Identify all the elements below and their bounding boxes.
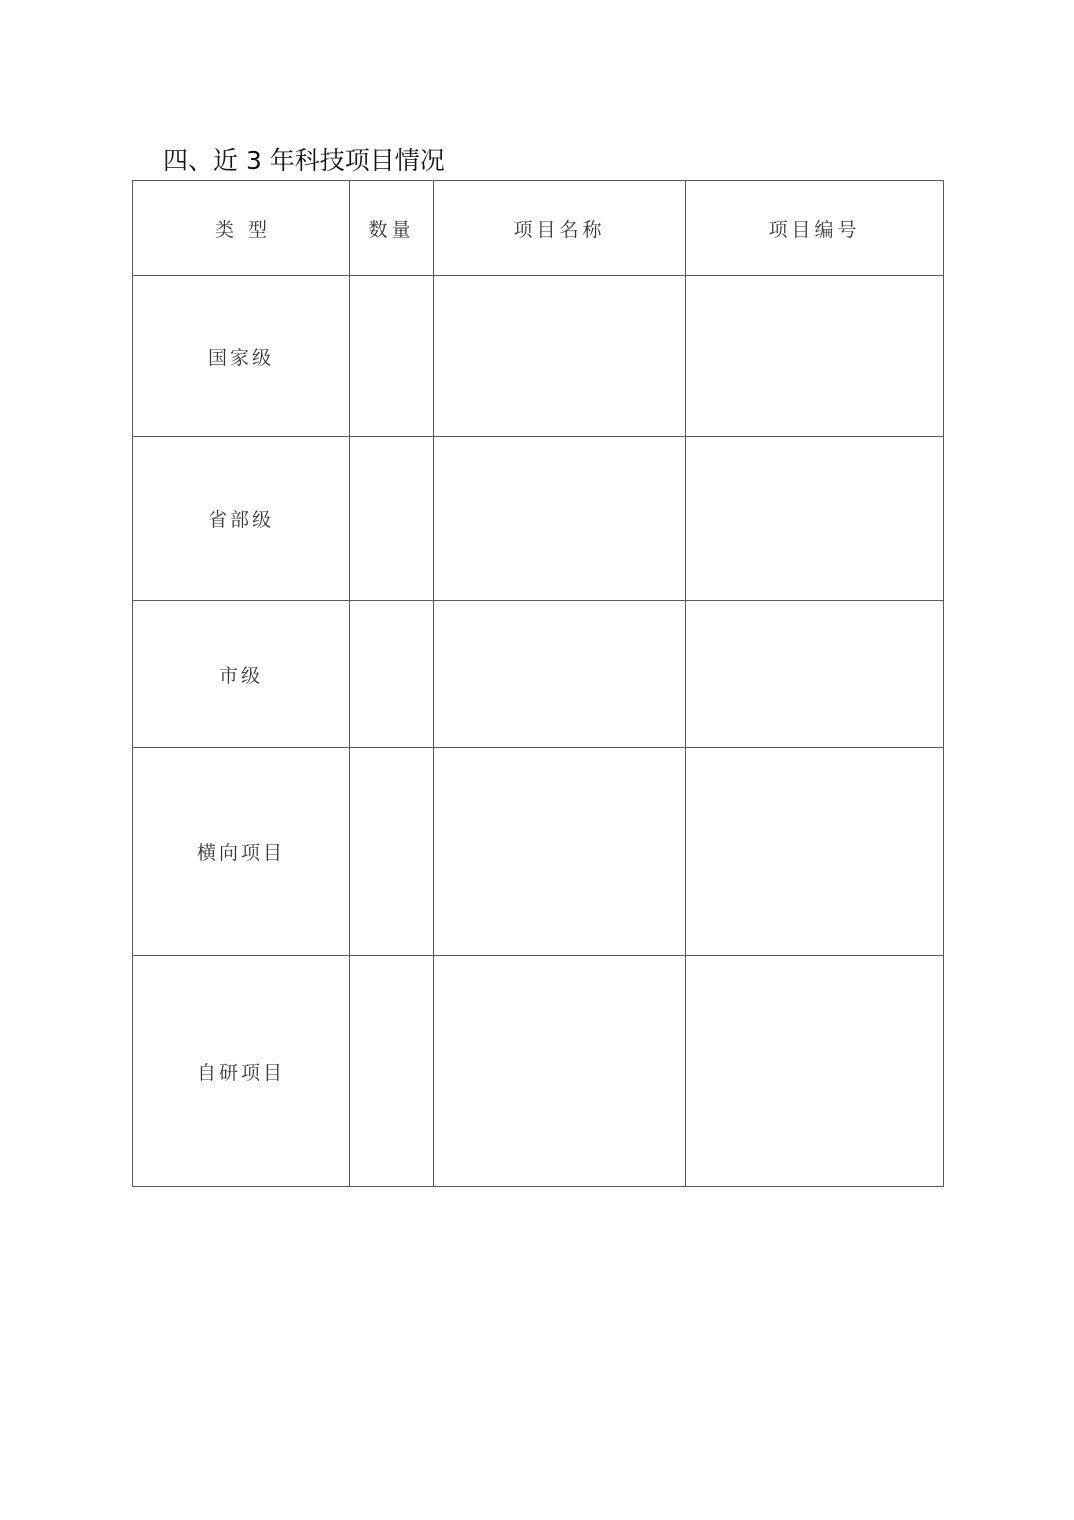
row-type-cell: 市级 — [133, 601, 350, 748]
project-name-cell[interactable] — [434, 437, 686, 601]
table-row — [133, 601, 944, 748]
project-number-cell[interactable] — [686, 437, 944, 601]
count-cell[interactable] — [350, 276, 434, 437]
table-row — [133, 956, 944, 1187]
table-row — [133, 276, 944, 437]
row-type-cell: 自研项目 — [133, 956, 350, 1187]
project-number-cell[interactable] — [686, 956, 944, 1187]
count-cell[interactable] — [350, 748, 434, 956]
section-title: 四、近 3 年科技项目情况 — [163, 146, 445, 175]
project-name-cell[interactable] — [434, 748, 686, 956]
header-project-name: 项目名称 — [434, 181, 686, 276]
header-count: 数量 — [350, 181, 434, 276]
header-project-number: 项目编号 — [686, 181, 944, 276]
project-name-cell[interactable] — [434, 601, 686, 748]
header-type: 类型 — [133, 181, 350, 276]
project-name-cell[interactable] — [434, 956, 686, 1187]
count-cell[interactable] — [350, 956, 434, 1187]
table-row — [133, 748, 944, 956]
table-header-row — [133, 181, 944, 276]
projects-table — [132, 180, 944, 1187]
table-row — [133, 437, 944, 601]
count-cell[interactable] — [350, 601, 434, 748]
project-number-cell[interactable] — [686, 276, 944, 437]
count-cell[interactable] — [350, 437, 434, 601]
row-type-cell: 省部级 — [133, 437, 350, 601]
row-type-cell: 国家级 — [133, 276, 350, 437]
project-number-cell[interactable] — [686, 748, 944, 956]
project-number-cell[interactable] — [686, 601, 944, 748]
row-type-cell: 横向项目 — [133, 748, 350, 956]
project-name-cell[interactable] — [434, 276, 686, 437]
